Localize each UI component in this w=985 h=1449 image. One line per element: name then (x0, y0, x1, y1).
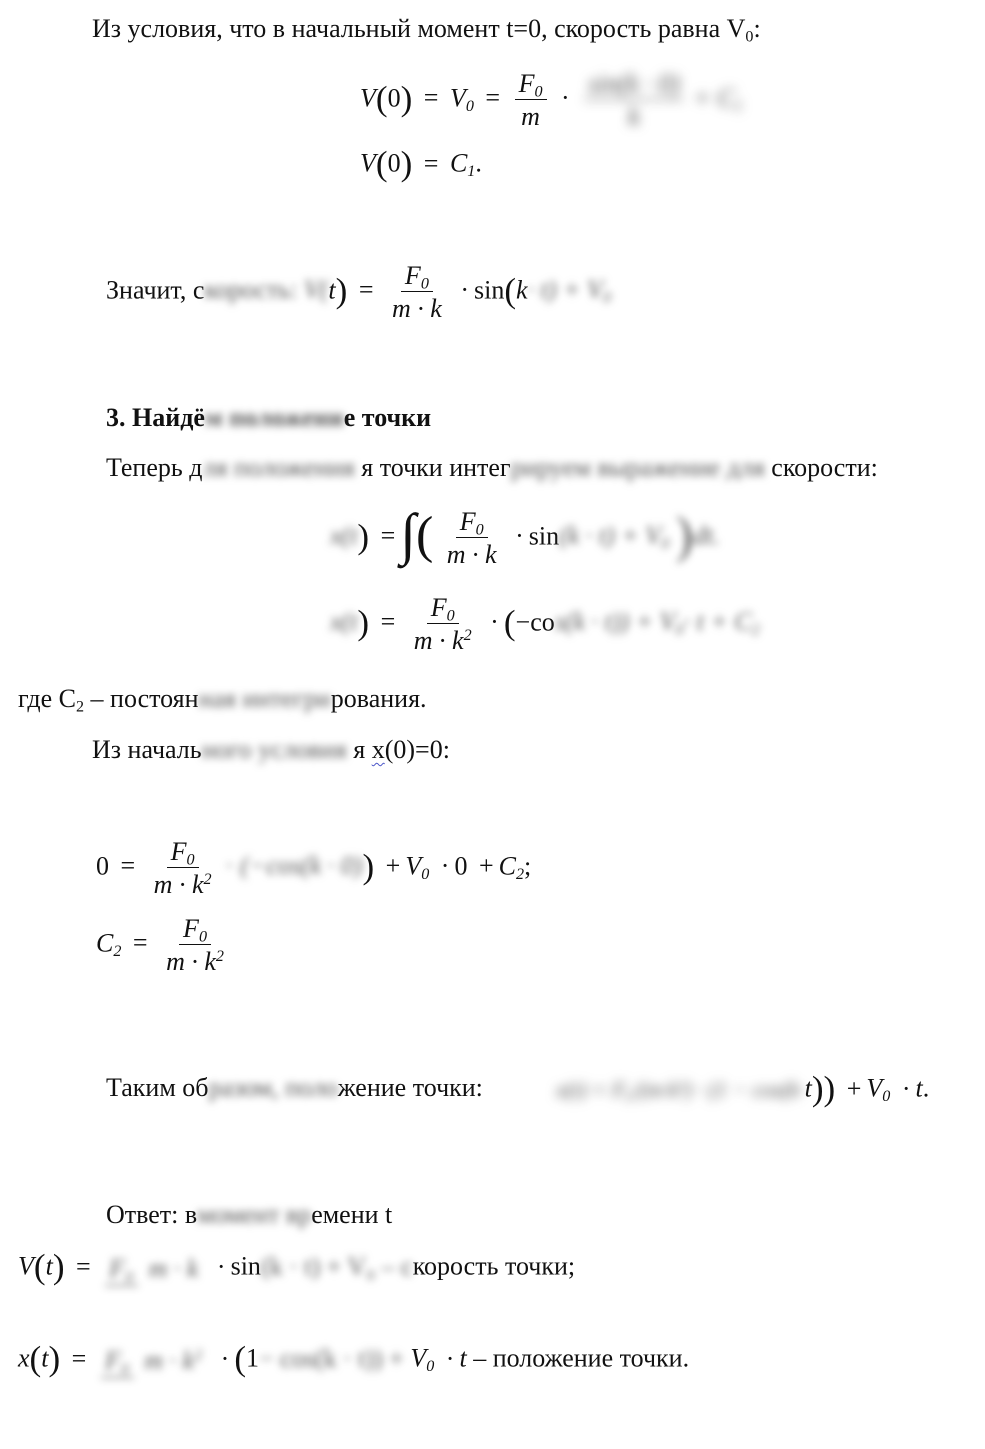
blurred-fragment: ная интегри (198, 684, 331, 713)
integrate-sentence: Теперь для положения я точки интегрируем выражение для скорости: (106, 453, 878, 482)
equation-x-integral: x(t) =∫( $\frac{F_0}{m \cdot k}$ · $\sin(k \cdot t) + V_0$ )dt. (330, 502, 720, 570)
blurred-fragment: ного условия (201, 735, 347, 764)
blurred-fragment: момент вр (197, 1200, 312, 1229)
blurred-fragment: $s(k \cdot t)) + V_0\cdot t + C_2$ (554, 607, 760, 639)
equation-v0-line2: $V(0) = C_1$. (360, 144, 482, 183)
blurred-fragment: · $t) + V_0$ (527, 275, 611, 307)
position-sentence: Таким образом, положение точки: (106, 1073, 483, 1102)
blurred-fragment: м положени (204, 403, 344, 432)
blurred-fragment: (k · t) + V₀ – с (260, 1251, 413, 1281)
blurred-fragment: F₀ m · k (105, 1255, 202, 1282)
blurred-fragment: корость: V( (204, 275, 329, 305)
blurred-fragment: x(t (330, 607, 358, 637)
position-formula: $x(t) = F_0/(m\cdot k^2) \cdot (1 - \cos(k\cdot t)) + V_0 \cdot t$. (556, 1069, 930, 1108)
blurred-fragment: F₀ $m \cdot k^2$ (101, 1347, 206, 1374)
c2-note: где $C_2$ – постоянная интегрирования. (18, 684, 427, 716)
fraction-f0-over-m: $\frac{F_0}{m}$ (515, 70, 547, 131)
equation-v0-line1: $V(0) = V_0$ = $\frac{F_0}{m}$ · $\frac{\sin(k \cdot 0)}{k}$ + $C_1$ (360, 69, 743, 132)
blurred-fragment: · (−cos(k · 0) (225, 851, 363, 881)
answer-heading: Ответ: вмомент времени t (106, 1200, 393, 1229)
initial-x-sentence: Из начального условия я x(0)=0: (92, 735, 450, 764)
section-heading-3: 3. Найдём положение точки (106, 403, 432, 432)
blurred-fragment: ля положения (202, 453, 355, 482)
fraction-f0-over-mk: $\frac{F_0}{m \cdot k}$ (446, 507, 497, 570)
answer-position: x(t) = F₀ $m \cdot k^2 \cdot (1- \cos(k \cdot t)) + V_0 \cdot t$ – положение точки. (18, 1339, 690, 1378)
blurred-fragment: разом, поло (208, 1073, 338, 1102)
fraction-f0-over-mk2: $\frac{F_0}{m \cdot k^2}$ (413, 593, 472, 656)
blurred-fragment: x(t) = F₀/(m·k²) · (1 − cos(k· (556, 1076, 805, 1102)
equation-c2-line1: 0 = $\frac{F_0}{m \cdot k^2}$ · $(-\cos(k \cdot 0)) + V_0 \cdot 0 + C_2$; (96, 837, 532, 900)
spellcheck-underline-x: x (371, 735, 385, 764)
velocity-sentence: Значит, скорость: V(t) = $\frac{F_0}{m \cdot k}$ · $\sin(k\cdot t) + V_0$ (106, 261, 611, 324)
intro-v0-line: Из условия, что в начальный момент t=0, скорость равна $V_0$: (92, 14, 761, 46)
fraction-f0-over-mk2: $\frac{F_0}{m \cdot k^2}$ (153, 837, 212, 900)
answer-velocity: V(t) = F₀ m · k · sin(k · t) + V₀ – скорость точки; (18, 1247, 576, 1286)
blurred-fragment: рируем выражение для (510, 453, 765, 482)
blurred-fragment: $(k \cdot t) + V_0$ )dt. (559, 507, 720, 565)
blurred-fragment: $\frac{\sin(k \cdot 0)}{k}$ + $C_1$ (581, 70, 743, 131)
blurred-fragment: − cos(k · t)) + (259, 1343, 404, 1373)
fraction-f0-over-mk2: $\frac{F_0}{m \cdot k^2}$ (166, 914, 224, 977)
fraction-f0-over-mk: $\frac{F_0}{m \cdot k}$ (391, 261, 442, 324)
blurred-fragment: x(t (330, 521, 358, 551)
equation-x-result: x(t) = $\frac{F_0}{m \cdot k^2}$ · $(-\cos(k \cdot t)) + V_0\cdot t + C_2$ (330, 593, 760, 656)
equation-c2-line2: $C_2$ = $\frac{F_0}{m \cdot k^2}$ (96, 915, 231, 976)
